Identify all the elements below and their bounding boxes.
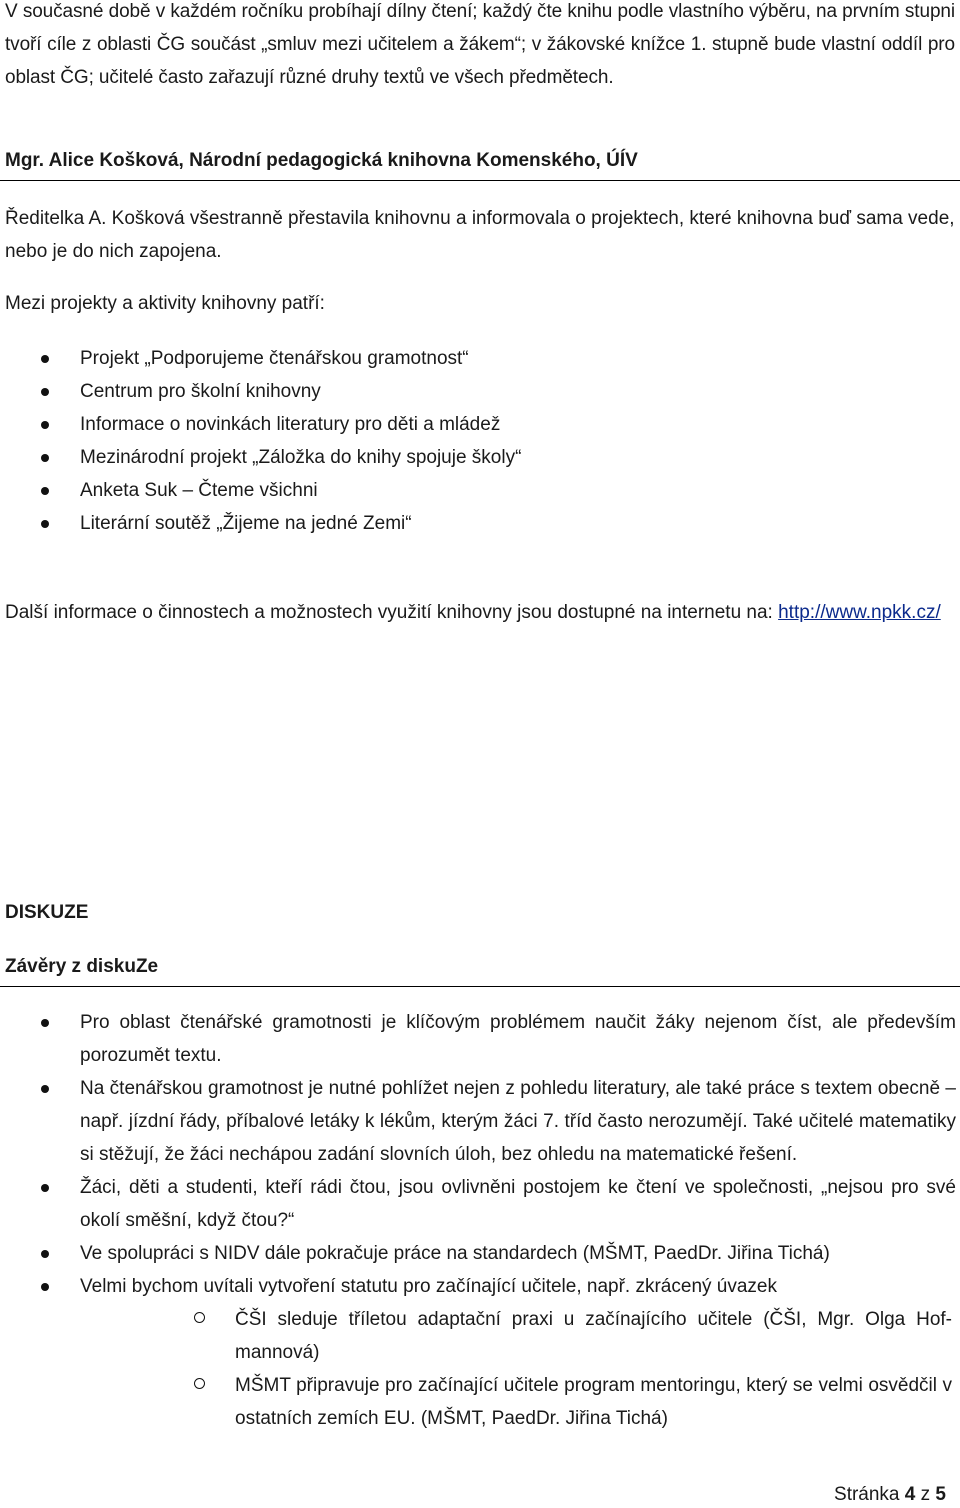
list-item: Na čtenářskou gramotnost je nutné pohlížet nejen z pohledu literatury, ale také práce s textem obecně – např. jízdní řády, příbalové letáky k lékům, kterým žáci 7. tříd často nerozumějí. Také učitelé matematiky si stěžují, že žáci nechápou zadání slovních úloh, bez ohledu na matematické řešení. xyxy=(0,1072,960,1171)
list-item: Velmi bychom uvítali vytvoření statutu pro začínající učitele, např. zkrácený úvazek ČŠI sleduje tříletou adaptační praxi u začínajícího učitele (ČŠI, Mgr. Olga Hof-mannová) MŠMT připravuje pro začínající učitele program mentoringu, který se velmi osvědčil v ostatních zemích EU. (MŠMT, PaedDr. Jiřina Tichá) xyxy=(0,1270,960,1435)
list-item: Anketa Suk – Čteme všichni xyxy=(0,474,960,507)
sub-list-item: MŠMT připravuje pro začínající učitele program mentoringu, který se velmi osvědčil v ostatních zemích EU. (MŠMT, PaedDr. Jiřina Tichá) xyxy=(80,1369,956,1435)
page-number: Stránka 4 z 5 xyxy=(834,1484,946,1505)
discussion-heading: DISKUZE xyxy=(5,902,89,923)
list-item: Projekt „Podporujeme čtenářskou gramotnost“ xyxy=(0,342,960,375)
bullet-icon xyxy=(41,1283,49,1291)
intro-paragraph: V současné době v každém ročníku probíhají dílny čtení; každý čte knihu podle vlastního výběru, na prvním stupni tvoří cíle z oblasti ČG součást „smluv mezi učitelem a žákem“; v žákovské knížce 1. stupně bude vlastní oddíl pro oblast ČG; učitelé často zařazují různé druhy textů ve všech předmětech. xyxy=(5,1,955,88)
more-info-text: Další informace o činnostech a možnostech využití knihovny jsou dostupné na internetu na: xyxy=(5,602,773,623)
projects-list xyxy=(0,342,960,540)
bullet-icon xyxy=(41,1250,49,1258)
sub-list xyxy=(80,1303,956,1435)
npkk-link[interactable]: http://www.npkk.cz/ xyxy=(778,602,941,623)
circle-bullet-icon xyxy=(194,1378,205,1389)
bullet-icon xyxy=(41,388,49,396)
bullet-icon xyxy=(41,1019,49,1027)
discussion-divider xyxy=(0,986,960,987)
list-item: Ve spolupráci s NIDV dále pokračuje práce na standardech (MŠMT, PaedDr. Jiřina Tichá) xyxy=(0,1237,960,1270)
bullet-icon xyxy=(41,454,49,462)
list-item: Pro oblast čtenářské gramotnosti je klíčovým problémem naučit žáky nejenom číst, ale především porozumět textu. xyxy=(0,1006,960,1072)
conclusions-list xyxy=(0,1006,960,1435)
list-item: Žáci, děti a studenti, kteří rádi čtou, jsou ovlivněni postojem ke čtení ve společnosti, „nejsou pro své okolí směšní, když čtou?“ xyxy=(0,1171,960,1237)
bullet-icon xyxy=(41,520,49,528)
list-item: Centrum pro školní knihovny xyxy=(0,375,960,408)
sub-list-item: ČŠI sleduje tříletou adaptační praxi u začínajícího učitele (ČŠI, Mgr. Olga Hof-mannová) xyxy=(80,1303,956,1369)
heading-divider xyxy=(0,180,960,181)
projects-intro: Mezi projekty a aktivity knihovny patří: xyxy=(5,293,325,314)
speaker-heading: Mgr. Alice Košková, Národní pedagogická knihovna Komenského, ÚÍV xyxy=(5,150,638,171)
bullet-icon xyxy=(41,1184,49,1192)
speaker-paragraph: Ředitelka A. Košková všestranně přestavila knihovnu a informovala o projektech, které knihovna buď sama vede, nebo je do nich zapojena. xyxy=(5,208,955,262)
list-item: Mezinárodní projekt „Záložka do knihy spojuje školy“ xyxy=(0,441,960,474)
bullet-icon xyxy=(41,355,49,363)
circle-bullet-icon xyxy=(194,1312,205,1323)
discussion-subheading: Závěry z diskuZe xyxy=(5,956,159,977)
more-info-paragraph xyxy=(5,596,955,629)
bullet-icon xyxy=(41,1085,49,1093)
bullet-icon xyxy=(41,487,49,495)
list-item: Literární soutěž „Žijeme na jedné Zemi“ xyxy=(0,507,960,540)
list-item: Informace o novinkách literatury pro děti a mládež xyxy=(0,408,960,441)
bullet-icon xyxy=(41,421,49,429)
